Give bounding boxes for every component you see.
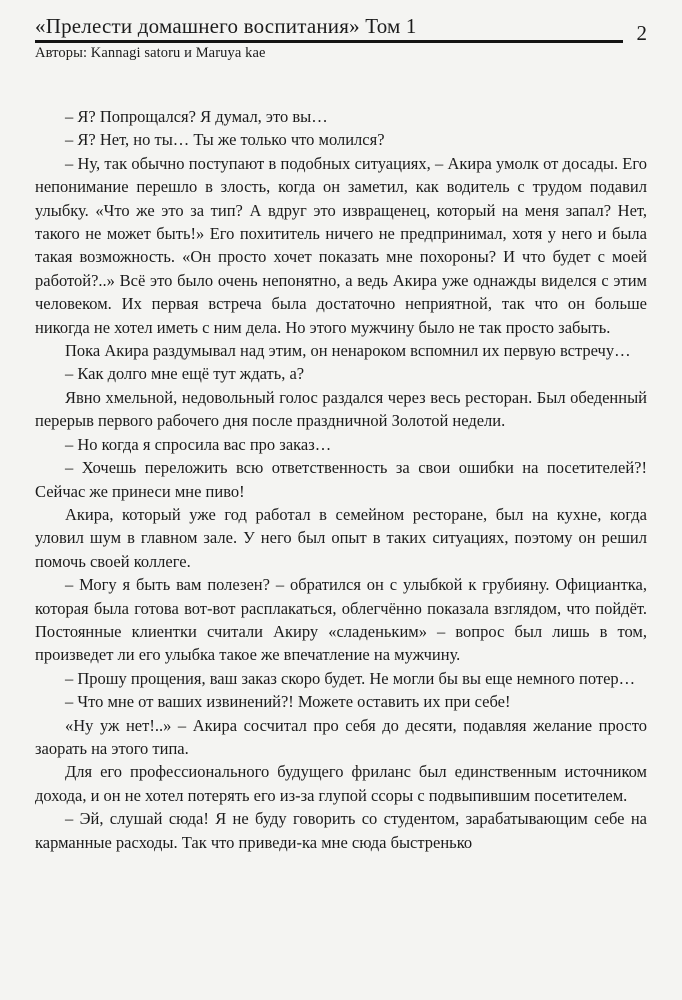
paragraph: – Но когда я спросила вас про заказ… xyxy=(65,434,332,454)
paragraph: – Что мне от ваших извинений?! Можете оставить их при себе! xyxy=(65,692,511,712)
paragraph: «Ну уж нет!..» – Акира сосчитал про себя до десяти, подавляя желание просто заорать на этого типа. xyxy=(35,715,647,758)
page-number: 2 xyxy=(636,21,647,45)
paragraph: – Ну, так обычно поступают в подобных ситуациях, – Акира умолк от досады. Его непонимание перешло в злость, когда он заметил, как водитель с трудом подавил улыбку. «Что же это за тип? А вдруг это извращенец, который на меня запал? Нет, такого не может быть!» Его похититель ничего не предпринимал, хотя у него и была такая возможность. «Он просто хочет показать мне похороны? И что будет с моей работой?..» Всё это было очень непонятно, а ведь Акира уже однажды виделся с этим человеком. Их первая встреча была достаточно неприятной, так что он больше никогда не хотел иметь с ним дела. Но этого мужчину было не так просто забыть. xyxy=(35,153,647,337)
paragraph: Для его профессионального будущего фриланс был единственным источником дохода, и он не хотел потерять его из-за глупой ссоры с подвыпившим посетителем. xyxy=(35,762,647,805)
authors-line: Авторы: Kannagi satoru и Maruya kae xyxy=(35,45,266,61)
paragraph: – Могу я быть вам полезен? – обратился он с улыбкой к грубияну. Официантка, которая была готова вот-вот расплакаться, облегчённо показала взглядом, что пойдёт. Постоянные клиентки считали Акиру «сладеньким» – вопрос был лишь в том, произведет ли его улыбка такое же впечатление на мужчину. xyxy=(35,575,647,665)
paragraph: – Хочешь переложить всю ответственность за свои ошибки на посетителей?! Сейчас же принеси мне пиво! xyxy=(35,458,647,501)
page-header xyxy=(35,14,647,43)
paragraph: – Прошу прощения, ваш заказ скоро будет. Не могли бы вы еще немного потер… xyxy=(65,668,636,688)
paragraph: – Я? Нет, но ты… Ты же только что молился? xyxy=(65,130,385,150)
header-title-area xyxy=(35,14,623,43)
paragraph: Акира, который уже год работал в семейном ресторане, был на кухне, когда уловил шум в главном зале. У него был опыт в таких ситуациях, поэтому он решил помочь своей коллеге. xyxy=(35,504,647,571)
paragraph: Пока Акира раздумывал над этим, он ненароком вспомнил их первую встречу… xyxy=(65,341,631,361)
page-text xyxy=(35,105,647,854)
book-title: «Прелести домашнего воспитания» Том 1 xyxy=(35,14,417,38)
paragraph: – Эй, слушай сюда! Я не буду говорить со студентом, зарабатывающим себе на карманные расходы. Так что приведи-ка мне сюда быстренько xyxy=(35,809,647,852)
paragraph: – Как долго мне ещё тут ждать, а? xyxy=(65,364,305,384)
paragraph: – Я? Попрощался? Я думал, это вы… xyxy=(65,107,328,126)
paragraph: Явно хмельной, недовольный голос раздался через весь ресторан. Был обеденный перерыв первого рабочего дня после праздничной Золотой недели. xyxy=(35,387,647,431)
